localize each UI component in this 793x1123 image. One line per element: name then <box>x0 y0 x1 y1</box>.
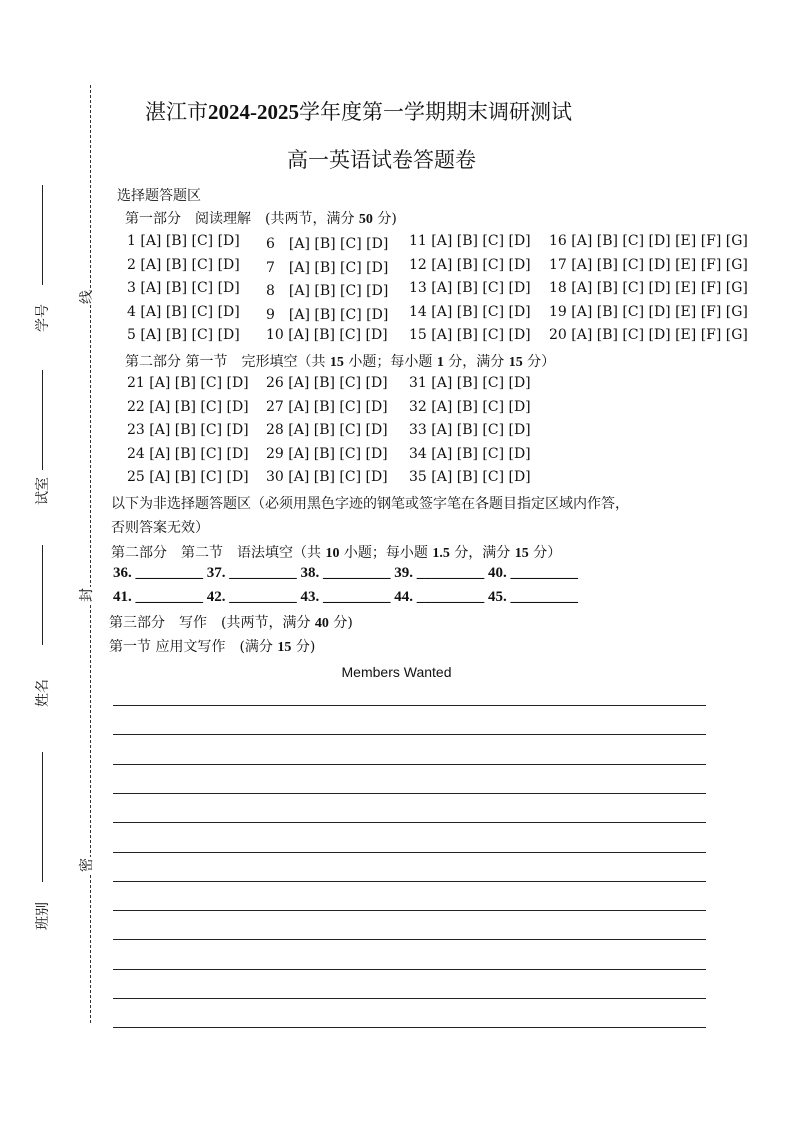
non-choice-notice-line2: 否则答案无效） <box>111 520 209 536</box>
binding-dashed-line <box>90 85 91 1023</box>
answer-choice-item[interactable]: 30 [A] [B] [C] [D] <box>266 469 388 486</box>
exam-room-line[interactable] <box>42 370 43 470</box>
answer-choice-item[interactable]: 24 [A] [B] [C] [D] <box>127 445 249 462</box>
class-line[interactable] <box>42 752 43 882</box>
grammar-blanks-row-1[interactable]: 36. _________ 37. _________ 38. _________ 39. _________ 40. _________ <box>113 565 578 581</box>
answer-choice-item[interactable]: 23 [A] [B] [C] [D] <box>127 422 249 439</box>
answer-choice-item[interactable]: 16 [A] [B] [C] [D] [E] [F] [G] <box>549 233 748 249</box>
answer-choice-item[interactable]: 27 [A] [B] [C] [D] <box>266 398 388 415</box>
answer-choice-item[interactable]: 21 [A] [B] [C] [D] <box>127 375 249 391</box>
student-id-label: 学号 <box>35 304 51 332</box>
answer-choice-item[interactable]: 29 [A] [B] [C] [D] <box>266 445 388 462</box>
answer-choice-item[interactable]: 20 [A] [B] [C] [D] [E] [F] [G] <box>549 327 748 344</box>
grammar-blanks-row-2[interactable]: 41. _________ 42. _________ 43. _________ 44. _________ 45. _________ <box>113 589 578 605</box>
writing-line[interactable] <box>113 998 706 999</box>
answer-choice-item[interactable]: 12 [A] [B] [C] [D] <box>409 256 531 273</box>
writing-line[interactable] <box>113 793 706 794</box>
non-choice-notice-line1: 以下为非选择题答题区（必须用黑色字迹的钢笔或签字笔在各题目指定区域内作答， <box>111 496 629 512</box>
student-id-line[interactable] <box>42 185 43 285</box>
part2-heading: 第二部分 第一节 完形填空（共 15 小题；每小题 1 分，满分 15 分） <box>125 354 556 370</box>
answer-choice-item[interactable]: 19 [A] [B] [C] [D] [E] [F] [G] <box>549 303 748 320</box>
answer-choice-item[interactable]: 14 [A] [B] [C] [D] <box>409 303 531 320</box>
writing-line[interactable] <box>113 852 706 853</box>
answer-choice-item[interactable]: 31 [A] [B] [C] [D] <box>409 375 531 391</box>
writing-line[interactable] <box>113 734 706 735</box>
answer-choice-item[interactable]: 6 [A] [B] [C] [D] <box>266 236 389 252</box>
answer-choice-item[interactable]: 2 [A] [B] [C] [D] <box>127 256 240 273</box>
choice-area-heading: 选择题答题区 <box>117 188 201 204</box>
answer-choice-item[interactable]: 3 [A] [B] [C] [D] <box>127 280 240 297</box>
answer-choice-item[interactable]: 17 [A] [B] [C] [D] [E] [F] [G] <box>549 256 748 273</box>
answer-choice-item[interactable]: 4 [A] [B] [C] [D] <box>127 303 240 320</box>
writing-subheading: 第一节 应用文写作 (满分 15 分) <box>109 639 316 655</box>
answer-choice-item[interactable]: 33 [A] [B] [C] [D] <box>409 422 531 439</box>
seal-char-line: 线 <box>76 289 96 305</box>
answer-choice-item[interactable]: 26 [A] [B] [C] [D] <box>266 375 388 391</box>
answer-choice-item[interactable]: 8 [A] [B] [C] [D] <box>266 283 389 300</box>
answer-choice-item[interactable]: 28 [A] [B] [C] [D] <box>266 422 388 439</box>
answer-choice-item[interactable]: 15 [A] [B] [C] [D] <box>409 327 531 344</box>
grammar-heading: 第二部分 第二节 语法填空（共 10 小题；每小题 1.5 分，满分 15 分） <box>111 545 562 561</box>
seal-char-secret: 密 <box>76 857 96 873</box>
answer-choice-item[interactable]: 25 [A] [B] [C] [D] <box>127 469 249 486</box>
writing-line[interactable] <box>113 910 706 911</box>
writing-line[interactable] <box>113 705 706 706</box>
answer-choice-item[interactable]: 5 [A] [B] [C] [D] <box>127 327 240 344</box>
writing-line[interactable] <box>113 822 706 823</box>
writing-line[interactable] <box>113 764 706 765</box>
answer-choice-item[interactable]: 18 [A] [B] [C] [D] [E] [F] [G] <box>549 280 748 297</box>
answer-choice-item[interactable]: 32 [A] [B] [C] [D] <box>409 398 531 415</box>
answer-choice-item[interactable]: 22 [A] [B] [C] [D] <box>127 398 249 415</box>
writing-heading: 第三部分 写作 (共两节，满分 40 分) <box>109 615 353 631</box>
seal-char-seal: 封 <box>76 587 96 603</box>
answer-choice-item[interactable]: 10 [A] [B] [C] [D] <box>266 327 388 344</box>
composition-title: Members Wanted <box>341 664 452 680</box>
writing-line[interactable] <box>113 881 706 882</box>
answer-choice-item[interactable]: 1 [A] [B] [C] [D] <box>127 233 240 249</box>
writing-line[interactable] <box>113 1027 706 1028</box>
page-title: 湛江市2024-2025学年度第一学期期末调研测试 <box>145 100 572 124</box>
writing-line[interactable] <box>113 969 706 970</box>
writing-line[interactable] <box>113 939 706 940</box>
answer-choice-item[interactable]: 9 [A] [B] [C] [D] <box>266 306 389 323</box>
class-label: 班别 <box>35 902 51 930</box>
answer-choice-item[interactable]: 7 [A] [B] [C] [D] <box>266 259 389 276</box>
name-line[interactable] <box>42 545 43 645</box>
part1-heading: 第一部分 阅读理解 (共两节，满分 50 分) <box>125 211 397 227</box>
answer-choice-item[interactable]: 34 [A] [B] [C] [D] <box>409 445 531 462</box>
answer-choice-item[interactable]: 13 [A] [B] [C] [D] <box>409 280 531 297</box>
answer-choice-item[interactable]: 11 [A] [B] [C] [D] <box>409 233 531 249</box>
page-subtitle: 高一英语试卷答题卷 <box>287 148 476 172</box>
answer-choice-item[interactable]: 35 [A] [B] [C] [D] <box>409 469 531 486</box>
exam-room-label: 试室 <box>35 477 51 505</box>
name-label: 姓名 <box>35 679 51 707</box>
